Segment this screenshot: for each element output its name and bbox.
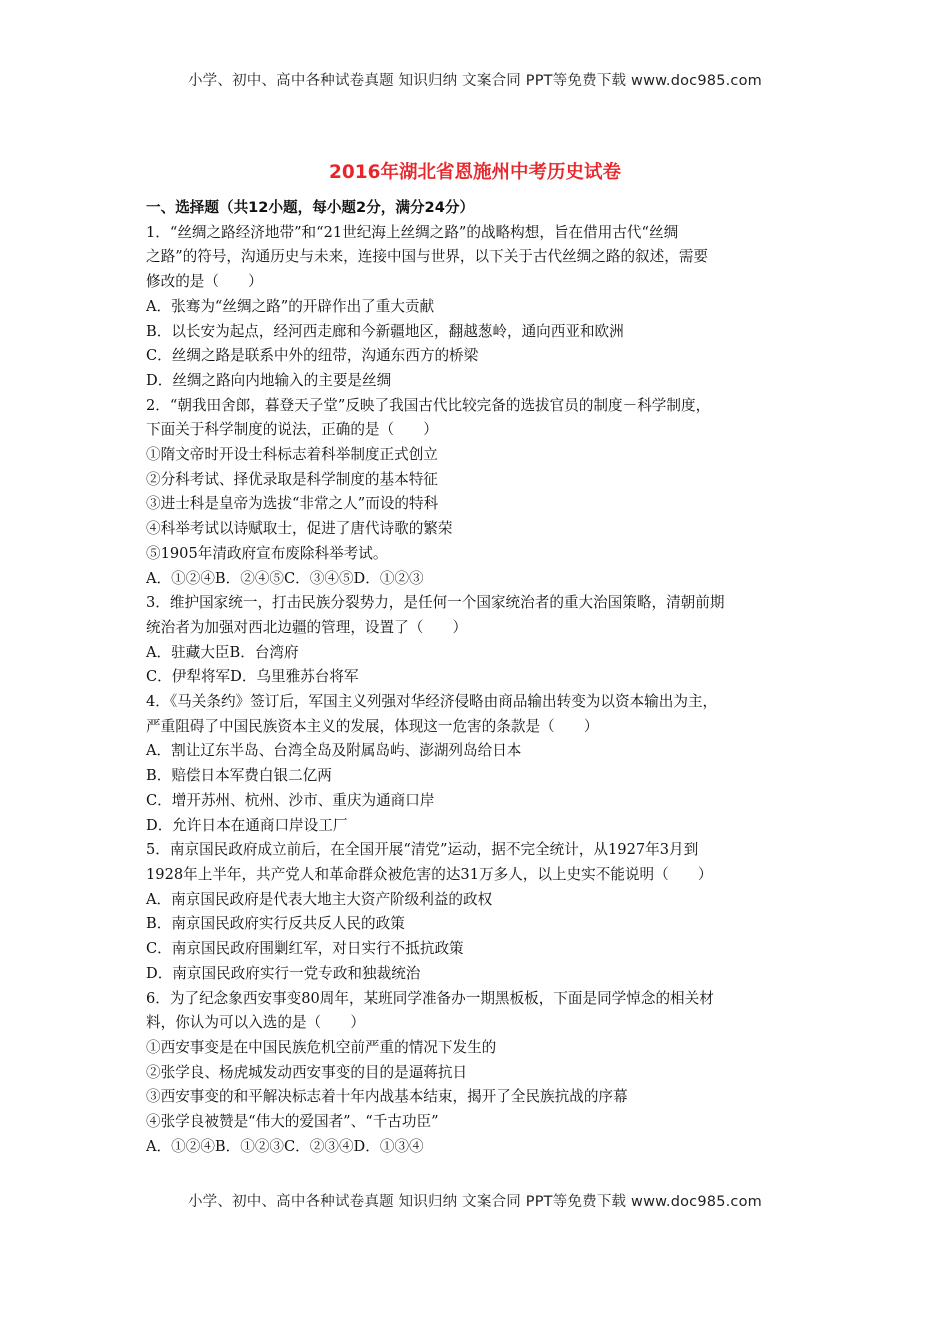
text-line: ①西安事变是在中国民族危机空前严重的情况下发生的 (146, 1038, 497, 1056)
text-line: ④科举考试以诗赋取士，促进了唐代诗歌的繁荣 (146, 520, 453, 538)
text-line: ③进士科是皇帝为选拔“非常之人”而设的特科 (146, 495, 439, 513)
text-line: B．以长安为起点，经河西走廊和今新疆地区，翻越葱岭，通向西亚和欧洲 (146, 322, 624, 340)
section-heading: 一、选择题（共12小题，每小题2分，满分24分） (146, 199, 475, 216)
text-line: 5．南京国民政府成立前后，在全国开展“清党”运动，据不完全统计，从1927年3月到 (146, 841, 699, 859)
text-line: A．张骞为“丝绸之路”的开辟作出了重大贡献 (146, 297, 435, 315)
page-header: 小学、初中、高中各种试卷真题 知识归纳 文案合同 PPT等免费下载 www.doc985.com (187, 73, 763, 89)
text-line: B．赔偿日本军费白银二亿两 (146, 767, 332, 785)
text-line: ④张学良被赞是“伟大的爱国者”、“千古功臣” (146, 1113, 439, 1131)
text-line: 统治者为加强对西北边疆的管理，设置了（ ） (146, 618, 468, 636)
text-line: A．割让辽东半岛、台湾全岛及附属岛屿、澎湖列岛给日本 (146, 742, 522, 760)
text-line: 下面关于科学制度的说法，正确的是（ ） (146, 421, 438, 439)
text-line: A．南京国民政府是代表大地主大资产阶级利益的政权 (146, 890, 493, 908)
text-line: ③西安事变的和平解决标志着十年内战基本结束，揭开了全民族抗战的序幕 (146, 1088, 628, 1106)
text-line: A．①②④B．②④⑤C．③④⑤D．①②③ (146, 569, 424, 587)
text-line: A．①②④B．①②③C．②③④D．①③④ (146, 1137, 424, 1155)
text-line: 6．为了纪念象西安事变80周年，某班同学准备办一期黑板板，下面是同学悼念的相关材 (146, 989, 714, 1007)
text-line: D．丝绸之路向内地输入的主要是丝绸 (146, 371, 392, 389)
page-footer: 小学、初中、高中各种试卷真题 知识归纳 文案合同 PPT等免费下载 www.doc985.com (187, 1194, 763, 1210)
text-line: C．南京国民政府围剿红军，对日实行不抵抗政策 (146, 940, 464, 958)
text-line: ⑤1905年清政府宣布废除科举考试。 (146, 544, 388, 562)
text-line: 修改的是（ ） (146, 273, 263, 291)
text-line: C．伊犁将军D．乌里雅苏台将军 (146, 668, 359, 686)
exam-title: 2016年湖北省恩施州中考历史试卷 (329, 162, 621, 183)
text-line: 3．维护国家统一，打击民族分裂势力，是任何一个国家统治者的重大治国策略，清朝前期 (146, 594, 725, 612)
text-line: 1928年上半年，共产党人和革命群众被危害的达31万多人，以上史实不能说明（ ） (146, 865, 713, 883)
text-line: 2．“朝我田舍郎，暮登天子堂”反映了我国古代比较完备的选拔官员的制度－科学制度， (146, 396, 711, 414)
text-line: ②分科考试、择优录取是科学制度的基本特征 (146, 470, 438, 488)
text-line: A．驻藏大臣B．台湾府 (146, 643, 299, 661)
text-line: 1．“丝绸之路经济地带”和“21世纪海上丝绸之路”的战略构想，旨在借用古代“丝绸 (146, 223, 679, 241)
text-line: C．丝绸之路是联系中外的纽带，沟通东西方的桥梁 (146, 347, 479, 365)
text-line: 之路”的符号，沟通历史与未来，连接中国与世界，以下关于古代丝绸之路的叙述，需要 (146, 248, 709, 266)
exam-content (146, 196, 806, 1159)
text-line: ②张学良、杨虎城发动西安事变的目的是逼蒋抗日 (146, 1063, 468, 1081)
question-lines (146, 221, 806, 1160)
text-line: 料，你认为可以入选的是（ ） (146, 1014, 365, 1032)
text-line: 4．《马关条约》签订后，军国主义列强对华经济侵略由商品输出转变为以资本输出为主， (146, 693, 718, 711)
text-line: ①隋文帝时开设士科标志着科举制度正式创立 (146, 446, 438, 464)
text-line: 严重阻碍了中国民族资本主义的发展，体现这一危害的条款是（ ） (146, 717, 599, 735)
text-line: D．南京国民政府实行一党专政和独裁统治 (146, 964, 421, 982)
text-line: B．南京国民政府实行反共反人民的政策 (146, 915, 405, 933)
text-line: D．允许日本在通商口岸设工厂 (146, 816, 348, 834)
text-line: C．增开苏州、杭州、沙市、重庆为通商口岸 (146, 791, 435, 809)
